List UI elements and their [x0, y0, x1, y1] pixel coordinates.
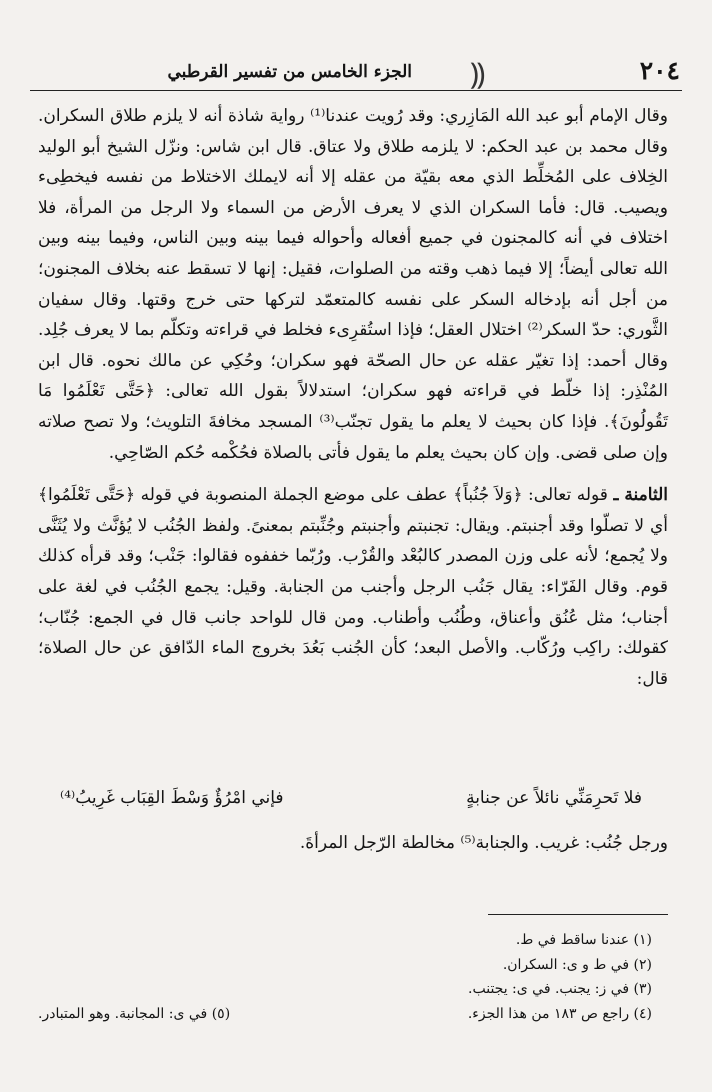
poetry-verse: [60, 788, 642, 818]
footnote-4: (٤) راجع ص ١٨٣ من هذا الجزء.: [467, 1005, 652, 1022]
footnote-2: (٢) في ط و ى: السكران.: [502, 956, 652, 973]
footnote-1: (١) عندنا ساقط في ط.: [515, 932, 652, 948]
footnotes: [38, 928, 652, 1026]
footnote-3: (٣) في ز: يجنب. في ى: يجتنب.: [468, 981, 652, 997]
header-rule: [30, 90, 682, 91]
page-header: [30, 52, 682, 92]
after-verse-line: ورجل جُنُب: غريب. والجنابة⁽⁵⁾ مخالطة الرّجل المرأةَ.: [299, 833, 668, 853]
footnote-row-4: [38, 1002, 652, 1027]
footnote-5: (٥) في ى: المجانبة. وهو المتبادر.: [38, 1005, 231, 1022]
section-heading: الثامنة ـ: [613, 485, 668, 506]
page-number: ٢٠٤: [639, 56, 680, 85]
running-title: الجزء الخامس من تفسير القرطبي: [167, 62, 412, 82]
main-text: [38, 101, 668, 694]
paragraph-1: وقال الإمام أبو عبد الله المَازِري: وقد رُويت عندنا⁽¹⁾ رواية شاذة أنه لا يلزم طلاق السكران. وقال محمد بن عبد الحكم: لا يلزمه طلاق ولا عتاق. قال ابن شاس: ونزّل الشيخ أبو الوليد الخِلاف على المُخلِّط الذي معه بقيّة من عقله إلا أنه لايملك الاختلاط من نفسه فيخطِىء ويصيب. قال: فأما السكران الذي لا يعرف الأرض من السماء ولا الرجل من المرأة، فلا اختلاف في أنه كالمجنون في جميع أفعاله وأحواله فيما بينه وبين الناس، وفيما بينه وبين الله تعالى أيضاً؛ إلا فيما ذهب وقته من الصلوات، فقيل: إنها لا تسقط عنه بخلاف المجنون؛ من أجل أنه بإدخاله السكر على نفسه كالمتعمّد لتركها حتى خرج وقتها. وقال سفيان الثَّوري: حدّ السكر⁽²⁾ اختلال العقل؛ فإذا استُقرِىء فخلط في قراءته وتكلّم بما لا يعرف جُلِد. وقال أحمد: إذا تغيّر عقله عن حال الصحّة فهو سكران؛ وحُكِي عن مالك نحوه. قال ابن المُنْذِر: إذا خلّط في قراءته فهو سكران؛ استدلالاً بقول الله تعالى: ﴿حَتَّى تَعْلَمُوا مَا تَقُولُونَ﴾. فإذا كان بحيث لا يعلم ما يقول تجنّب⁽³⁾ المسجد مخافةَ التلويث؛ ولا تصح صلاته وإن صلى قضى. وإن كان بحيث يعلم ما يقول فأتى بالصلاة فحُكْمه حُكم الصّاحِي.: [38, 106, 669, 463]
verse-second-hemistich: فإني امْرُؤٌ وَسْطَ القِبَاب غَرِيبُ⁽⁴⁾: [60, 788, 284, 808]
verse-first-hemistich: فلا تَحرِمَنِّي نائلاً عن جنابةٍ: [466, 788, 642, 808]
paragraph-2-text: قوله تعالى: ﴿وَلاَ جُنُباً﴾ عطف على موضع الجملة المنصوبة في قوله ﴿حَتَّى تَعْلَمُوا﴾ أي لا تصلّوا وقد أجنبتم. ويقال: تجنبتم وأجنبتم وجُنِّبتم بمعنىً. ولفظ الجُنُب لا يُؤنَّث ولا يُثَنَّى ولا يُجمع؛ لأنه على وزن المصدر كالبُعْد والقُرْب. ورُبّما خففوه فقالوا: جَنْب؛ وقد قرأه كذلك قوم. وقال الفَرّاء: يقال جَنُب الرجل وأجنب من الجنابة. وقيل: يجمع الجُنُب في لغة على أجناب؛ مثل عُنُق وأعناق، وطُنُب وأطناب. ومن قال للواحد جانب قال في الجمع: جُنّاب؛ كقولك: راكِب ورُكّاب. والأصل البعد؛ كأن الجُنب بَعُدَ بخروج الماء الدّافق عن حال الصلاة؛ قال:: [38, 485, 668, 689]
footnote-separator: [488, 914, 668, 915]
paragraph-2: [38, 480, 668, 694]
ornament-icon: ⸨: [470, 57, 486, 92]
